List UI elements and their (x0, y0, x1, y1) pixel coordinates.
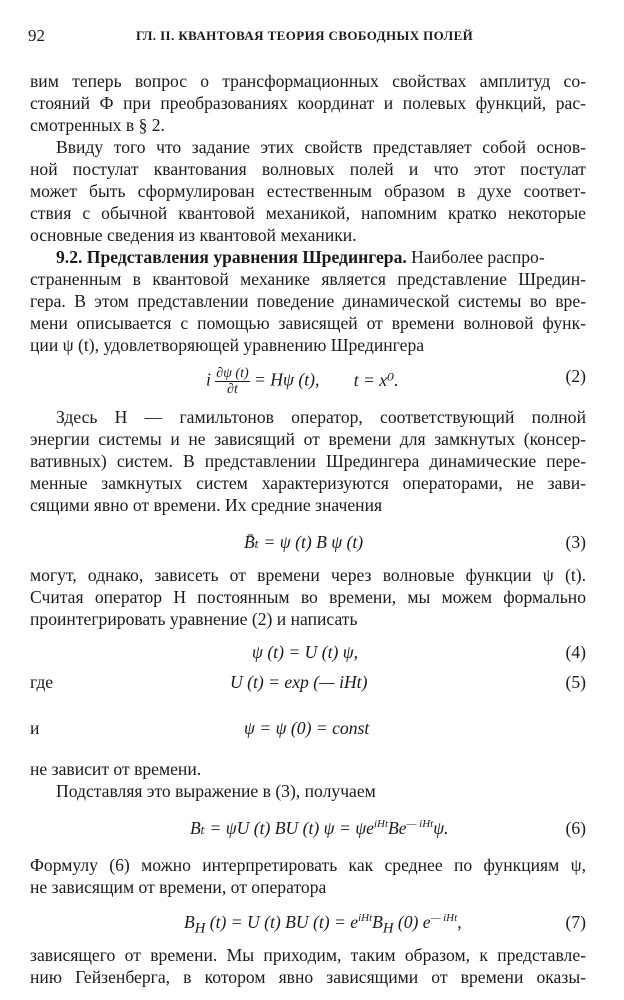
text-line: ствия с обычной квантовой механикой, напомним кратко некоторые (30, 203, 586, 223)
text-line: энергии системы и не зависящий от времени для замкнутых (консер- (30, 429, 586, 449)
equation-body: ψ (t) = U (t) ψ, (252, 642, 359, 662)
equation-7 (30, 912, 586, 938)
equation-number: (4) (565, 642, 586, 662)
equation-number: (3) (565, 532, 586, 552)
text-line: гера. В этом представлении поведение динамической системы во вре- (30, 291, 586, 311)
equation-body: B̄ₜ = ψ (t) B ψ (t) (244, 532, 364, 552)
section-heading-line (30, 246, 586, 268)
running-head (22, 26, 582, 50)
text-line: могут, однако, зависеть от времени через волновые функции ψ (t). (30, 565, 586, 585)
equation-const (30, 718, 586, 744)
equation-4 (30, 642, 586, 668)
section-text: Наиболее распро- (406, 247, 545, 267)
equation-body: U (t) = exp (— iHt) (230, 672, 368, 692)
text-line: ции ψ (t), удовлетворяющей уравнению Шредингера (30, 335, 425, 355)
equation-body: Bₜ = ψU (t) BU (t) $\psi = \psi e^{iHt}Be^{— iHt}\psi$. (190, 818, 449, 838)
text-line: стояний Ф при преобразованиях координат и полевых функций, рас- (30, 93, 586, 113)
text-line: Формулу (6) можно интерпретировать как среднее по функциям ψ, (30, 855, 586, 875)
text-line: страненным в квантовой механике является представление Шредин- (30, 269, 586, 289)
equation-number: (2) (565, 366, 586, 386)
equation-3 (30, 532, 586, 558)
text-line: вим теперь вопрос о трансформационных свойствах амплитуд со- (30, 71, 586, 91)
text-line: мени описывается с помощью зависящей от времени волновой функ- (30, 313, 586, 333)
text-line: проинтегрировать уравнение (2) и написать (30, 609, 358, 629)
text-line: зависящего от времени. Мы приходим, таким образом, к представле- (30, 945, 586, 965)
equation-body: i $\frac{\partial\psi (t)}{\partial t}$ = Hψ (t), t = x⁰. (206, 366, 399, 397)
equation-number: (7) (565, 912, 586, 932)
text-line: основные сведения из квантовой механики. (30, 225, 357, 245)
equation-6 (30, 818, 586, 844)
equation-5 (30, 672, 586, 698)
text-line: нию Гейзенберга, в котором явно зависящими от времени оказы- (30, 967, 586, 987)
equation-body: ψ = ψ (0) = const (244, 718, 370, 738)
equation-body: $B_H$ (t) = U (t) BU $(t) = e^{iHt}B_H$ (0) $e^{— iHt}$, (184, 912, 462, 937)
text-line: Здесь H — гамильтонов оператор, соответствующий полной (56, 407, 586, 427)
text-line: не зависит от времени. (30, 759, 202, 779)
text-line: сящими явно от времени. Их средние значения (30, 495, 383, 515)
text-line: может быть сформулирован естественным образом в духе соответ- (30, 181, 586, 201)
word-gde: где (30, 672, 54, 692)
text-line: Ввиду того что задание этих свойств представляет собой основ- (56, 137, 586, 157)
text-line: Подставляя это выражение в (3), получаем (56, 781, 376, 801)
text-line: смотренных в § 2. (30, 115, 165, 135)
equation-2 (30, 366, 586, 397)
page-number: 92 (28, 26, 45, 45)
word-i: и (30, 718, 40, 738)
text-line: менные замкнутых систем характеризуются операторами, не зави- (30, 473, 586, 493)
equation-number: (6) (565, 818, 586, 838)
section-heading: 9.2. Представления уравнения Шредингера. (56, 247, 407, 267)
equation-number: (5) (565, 672, 586, 692)
text-line: Считая оператор H постоянным во времени, мы можем формально (30, 587, 586, 607)
chapter-title: ГЛ. II. КВАНТОВАЯ ТЕОРИЯ СВОБОДНЫХ ПОЛЕЙ (136, 28, 474, 43)
text-line: вативных) систем. В представлении Шредингера динамические пере- (30, 451, 586, 471)
text-line: ной постулат квантования волновых полей и что этот постулат (30, 159, 586, 179)
text-line: не зависящим от времени, от оператора (30, 877, 327, 897)
